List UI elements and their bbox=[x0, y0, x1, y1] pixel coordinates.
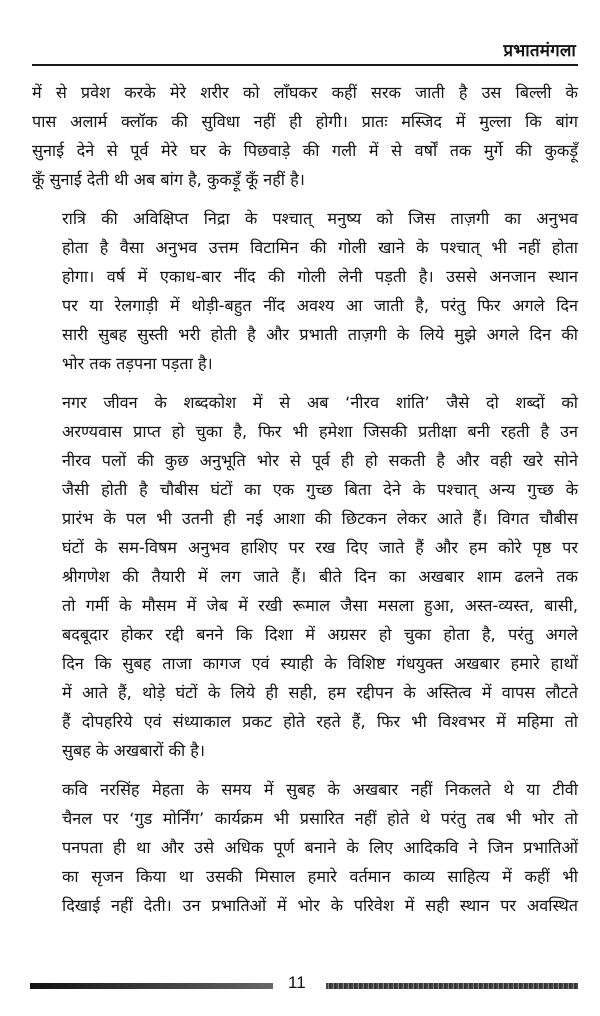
footer-rule-left bbox=[30, 983, 273, 989]
text-line: दिखाई नहीं देती। उन प्रभातिओं में भोर के परिवेश में सही स्थान पर अवस्थित bbox=[62, 896, 578, 915]
text-line: बदबूदार होकर रद्दी बनने कि दिशा में अग्रसर हो चुका होता है, परंतु अगले bbox=[62, 625, 578, 644]
text-line: घंटों के सम-विषम अनुभव हाशिए पर रख दिए जाते हैं और हम कोरे पृष्ठ पर bbox=[62, 538, 578, 557]
body-text bbox=[32, 78, 578, 920]
text-line: दिन कि सुबह ताजा कागज एवं स्याही के विशिष्ट गंधयुक्त अखबार हमारे हाथों bbox=[62, 654, 578, 673]
paragraph-4 bbox=[32, 775, 578, 920]
paragraph-2 bbox=[32, 204, 578, 378]
text-line: पर या रेलगाड़ी में थोड़ी-बहुत नींद अवश्य आ जाती है, परंतु फिर अगले दिन bbox=[62, 296, 578, 315]
text-line: अरण्यवास प्राप्त हो चुका है, फिर भी हमेशा जिसकी प्रतीक्षा बनी रहती है उन bbox=[62, 422, 578, 441]
text-line: सुबह के अखबारों की है। bbox=[62, 741, 206, 760]
paragraph-3 bbox=[32, 388, 578, 765]
text-line: कूँ सुनाई देती थी अब बांग है, कुकड़ूँ कूँ नहीं है। bbox=[32, 170, 305, 189]
header-rule bbox=[32, 64, 578, 66]
text-line: का सृजन किया था उसकी मिसाल हमारे वर्तमान काव्य साहित्य में कहीं भी bbox=[62, 867, 578, 886]
footer-rule-right bbox=[326, 983, 578, 989]
running-head: प्रभातमंगला bbox=[503, 41, 576, 61]
paragraph-1 bbox=[32, 78, 578, 194]
text-line: सारी सुबह सुस्ती भरी होती है और प्रभाती ताज़गी के लिये मुझे अगले दिन की bbox=[62, 325, 578, 344]
text-line: तो गर्मी के मौसम में जेब में रखी रूमाल जैसा मसला हुआ, अस्त-व्यस्त, बासी, bbox=[62, 596, 578, 615]
page-footer bbox=[30, 975, 580, 995]
text-line: सुनाई देने से पूर्व मेरे घर के पिछवाड़े की गली में से वर्षों तक मुर्गे की कुकड़ूँ bbox=[32, 141, 578, 160]
text-line: हैं दोपहरिये एवं संध्याकाल प्रकट होते रहते हैं, फिर भी विश्वभर में महिमा तो bbox=[62, 712, 578, 731]
text-line: प्रारंभ के पल भी उतनी ही नई आशा की छिटकन लेकर आते हैं। विगत चौबीस bbox=[62, 509, 578, 528]
text-line: कवि नरसिंह मेहता के समय में सुबह के अखबार नहीं निकलते थे या टीवी bbox=[62, 780, 578, 799]
text-line: में आते हैं, थोड़े घंटों के लिये ही सही, हम रद्दीपन के अस्तित्व में वापस लौटते bbox=[62, 683, 578, 702]
text-line: जैसी होती है चौबीस घंटों का एक गुच्छ बिता देने के पश्चात् अन्य गुच्छ के bbox=[62, 480, 578, 499]
text-line: नीरव पलों की कुछ अनुभूति भोर से पूर्व ही हो सकती है और वही खरे सोने bbox=[62, 451, 578, 470]
text-line: पास अलार्म क्लॉक की सुविधा नहीं ही होगी। प्रातः मस्जिद में मुल्ला कि बांग bbox=[32, 112, 578, 131]
text-line: पनपता ही था और उसे अधिक पूर्ण बनाने के लिए आदिकवि ने जिन प्रभातिओं bbox=[62, 838, 578, 857]
text-line: में से प्रवेश करके मेरे शरीर को लाँघकर कहीं सरक जाती है उस बिल्ली के bbox=[32, 83, 578, 102]
text-line: नगर जीवन के शब्दकोश में से अब ‘नीरव शांति’ जैसे दो शब्दों को bbox=[62, 393, 578, 412]
text-line: चैनल पर ‘गुड मोर्निंग’ कार्यक्रम भी प्रसारित नहीं होते थे परंतु तब भी भोर तो bbox=[62, 809, 578, 828]
text-line: श्रीगणेश की तैयारी में लग जाते हैं। बीते दिन का अखबार शाम ढलने तक bbox=[62, 567, 578, 586]
text-line: होता है वैसा अनुभव उत्तम विटामिन की गोली खाने के पश्चात् भी नहीं होता bbox=[62, 238, 578, 257]
text-line: रात्रि की अविक्षिप्त निद्रा के पश्चात् मनुष्य को जिस ताज़गी का अनुभव bbox=[62, 209, 578, 228]
text-line: होगा। वर्ष में एकाध-बार नींद की गोली लेनी पड़ती है। उससे अनजान स्थान bbox=[62, 267, 578, 286]
text-line: भोर तक तड़पना पड़ता है। bbox=[62, 354, 213, 373]
page-number: 11 bbox=[288, 973, 306, 992]
